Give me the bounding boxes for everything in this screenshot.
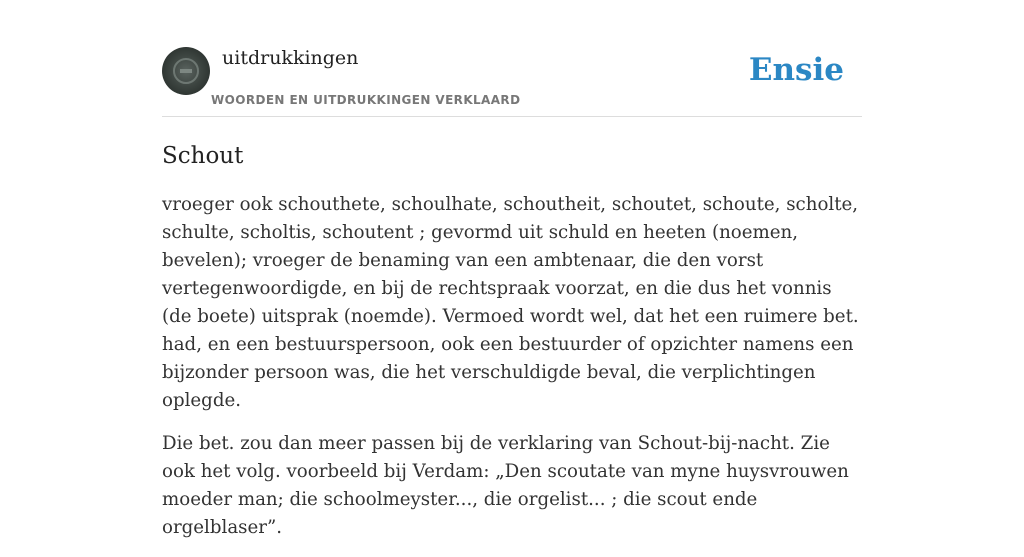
site-header — [162, 40, 862, 117]
avatar-emblem-icon — [173, 58, 199, 84]
article-body — [162, 191, 862, 542]
blog-avatar[interactable] — [162, 47, 210, 95]
article-paragraph: Die bet. zou dan meer passen bij de verklaring van Schout-bij-nacht. Zie ook het volg. voorbeeld bij Verdam: „Den scoutate van myne huysvrouwen moeder man; die schoolmeyster..., die orgelist... ; die scout ende orgelblaser”. — [162, 433, 849, 538]
blog-tagline: WOORDEN EN UITDRUKKINGEN VERKLAARD — [211, 93, 521, 107]
brand-logo[interactable]: Ensie — [748, 52, 844, 88]
article-title: Schout — [162, 143, 244, 169]
blog-name-link[interactable]: uitdrukkingen — [222, 47, 359, 69]
article-paragraph: vroeger ook schouthete, schoulhate, schoutheit, schoutet, schoute, scholte, schulte, scholtis, schoutent ; gevormd uit schuld en heeten (noemen, bevelen); vroeger de benaming van een ambtenaar, die den vorst vertegenwoordigde, en bij de rechtspraak voorzat, en die dus het vonnis (de boete) uitsprak (noemde). Vermoed wordt wel, dat het een ruimere bet. had, en een bestuurspersoon, ook een bestuurder of opzichter namens een bijzonder persoon was, die het verschuldigde beval, die verplichtingen oplegde. — [162, 194, 859, 411]
article-card — [162, 40, 862, 557]
